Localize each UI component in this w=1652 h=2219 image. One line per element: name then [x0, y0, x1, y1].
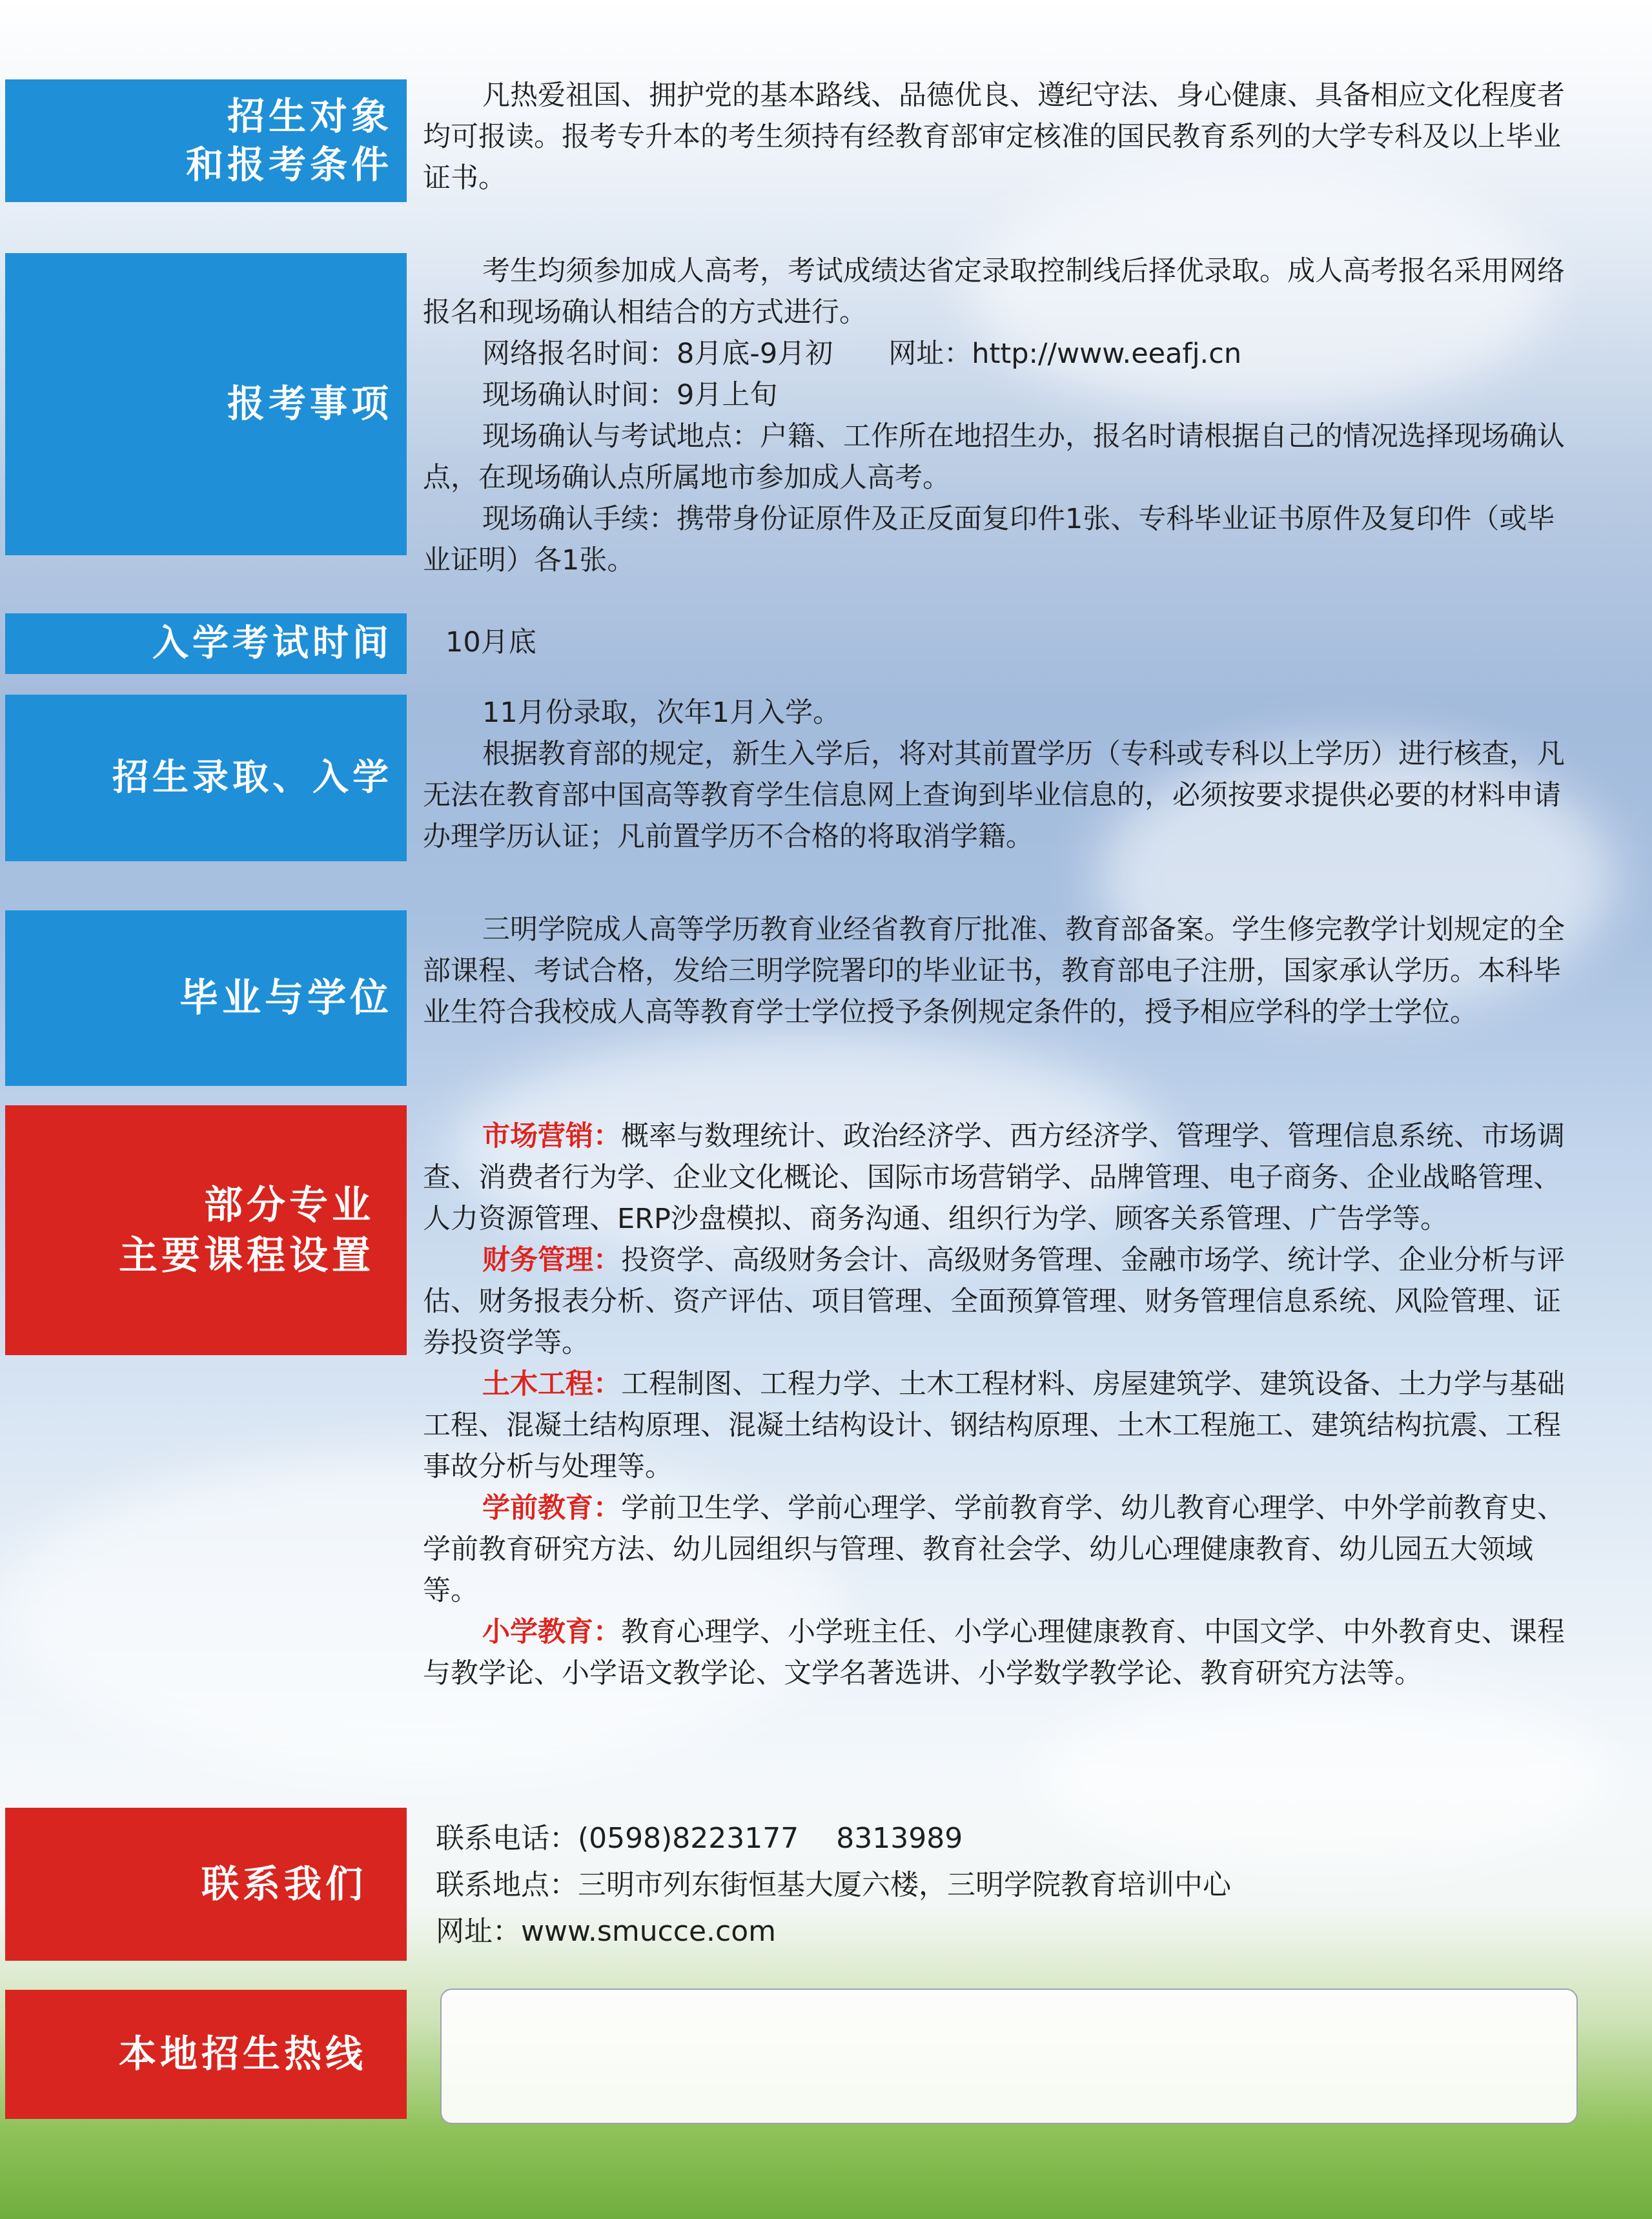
major-marketing — [423, 1116, 1578, 1240]
content-eligibility — [423, 75, 1578, 199]
contact-website[interactable]: 网址：www.smucce.com — [436, 1915, 776, 1948]
label-registration — [5, 253, 407, 555]
registration-p3: 现场确认时间：9月上旬 — [482, 379, 778, 411]
major-preschool-education — [423, 1488, 1578, 1611]
major-name: 财务管理： — [482, 1244, 621, 1276]
label-exam-time — [5, 613, 407, 674]
content-exam-time — [423, 622, 1578, 663]
label-graduation-text: 毕业与学位 — [179, 976, 393, 1021]
major-courses: 教育心理学、小学班主任、小学心理健康教育、中国文学、中外教育史、课程与教学论、小学语文教学论、文学名著选讲、小学数学教学论、教育研究方法等。 — [423, 1616, 1565, 1690]
major-name: 小学教育： — [482, 1616, 621, 1648]
label-eligibility — [5, 79, 407, 202]
major-courses: 概率与数理统计、政治经济学、西方经济学、管理学、管理信息系统、市场调查、消费者行为学、企业文化概论、国际市场营销学、品牌管理、电子商务、企业战略管理、人力资源管理、ERP沙盘模拟、商务沟通、组织行为学、顾客关系管理、广告学等。 — [423, 1120, 1565, 1235]
major-finance — [423, 1240, 1578, 1364]
content-contact — [423, 1815, 1578, 1955]
label-courses-line2: 主要课程设置 — [119, 1232, 374, 1278]
major-name: 市场营销： — [482, 1120, 621, 1152]
content-admission — [423, 692, 1578, 857]
label-eligibility-line2: 和报考条件 — [185, 143, 393, 187]
major-courses: 工程制图、工程力学、土木工程材料、房屋建筑学、建筑设备、土力学与基础工程、混凝土结构原理、混凝土结构设计、钢结构原理、土木工程施工、建筑结构抗震、工程事故分析与处理等。 — [423, 1368, 1565, 1483]
hotline-box — [440, 1989, 1578, 2124]
eligibility-text: 凡热爱祖国、拥护党的基本路线、品德优良、遵纪守法、身心健康、具备相应文化程度者均可报读。报考专升本的考生须持有经教育部审定核准的国民教育系列的大学专科及以上毕业证书。 — [423, 79, 1565, 194]
admission-p1: 11月份录取，次年1月入学。 — [482, 697, 841, 729]
major-name: 土木工程： — [482, 1368, 621, 1400]
content-graduation — [423, 909, 1578, 1033]
label-hotline — [5, 1990, 407, 2119]
content-courses — [423, 1116, 1578, 1694]
label-eligibility-line1: 招生对象 — [227, 94, 393, 138]
registration-p1: 考生均须参加成人高考，考试成绩达省定录取控制线后择优录取。成人高考报名采用网络报名和现场确认相结合的方式进行。 — [423, 255, 1565, 329]
label-admission — [5, 695, 407, 861]
exam-time-text: 10月底 — [445, 626, 536, 659]
major-primary-education — [423, 1611, 1578, 1694]
graduation-text: 三明学院成人高等学历教育业经省教育厅批准、教育部备案。学生修完教学计划规定的全部课程、考试合格，发给三明学院署印的毕业证书，教育部电子注册，国家承认学历。本科毕业生符合我校成人高等教育学士学位授予条例规定条件的，授予相应学科的学士学位。 — [423, 914, 1565, 1028]
contact-phone: 联系电话：(0598)8223177 8313989 — [436, 1822, 963, 1855]
major-courses: 投资学、高级财务会计、高级财务管理、金融市场学、统计学、企业分析与评估、财务报表分析、资产评估、项目管理、全面预算管理、财务管理信息系统、风险管理、证券投资学等。 — [423, 1244, 1565, 1359]
major-courses: 学前卫生学、学前心理学、学前教育学、幼儿教育心理学、中外学前教育史、学前教育研究方法、幼儿园组织与管理、教育社会学、幼儿心理健康教育、幼儿园五大领域等。 — [423, 1492, 1565, 1607]
content-registration — [423, 251, 1578, 581]
label-admission-text: 招生录取、入学 — [112, 756, 393, 799]
contact-address: 联系地点：三明市列东街恒基大厦六楼，三明学院教育培训中心 — [436, 1868, 1231, 1901]
label-contact-text: 联系我们 — [201, 1861, 367, 1906]
major-civil-engineering — [423, 1364, 1578, 1488]
registration-p2: 网络报名时间：8月底-9月初 网址：http://www.eeafj.cn — [482, 338, 1242, 370]
admission-p2: 根据教育部的规定，新生入学后，将对其前置学历（专科或专科以上学历）进行核查，凡无法在教育部中国高等教育学生信息网上查询到毕业信息的，必须按要求提供必要的材料申请办理学历认证；凡前置学历不合格的将取消学籍。 — [423, 738, 1565, 853]
label-hotline-text: 本地招生热线 — [118, 2032, 367, 2076]
label-courses-line1: 部分专业 — [204, 1182, 374, 1228]
label-contact — [5, 1808, 407, 1961]
registration-p4: 现场确认与考试地点：户籍、工作所在地招生办，报名时请根据自己的情况选择现场确认点，在现场确认点所属地市参加成人高考。 — [423, 420, 1565, 494]
label-courses — [5, 1105, 407, 1355]
label-graduation — [5, 910, 407, 1086]
major-name: 学前教育： — [482, 1492, 621, 1524]
label-registration-text: 报考事项 — [227, 382, 393, 426]
label-exam-time-text: 入学考试时间 — [152, 622, 393, 664]
registration-p5: 现场确认手续：携带身份证原件及正反面复印件1张、专科毕业证书原件及复印件（或毕业证明）各1张。 — [423, 503, 1555, 577]
